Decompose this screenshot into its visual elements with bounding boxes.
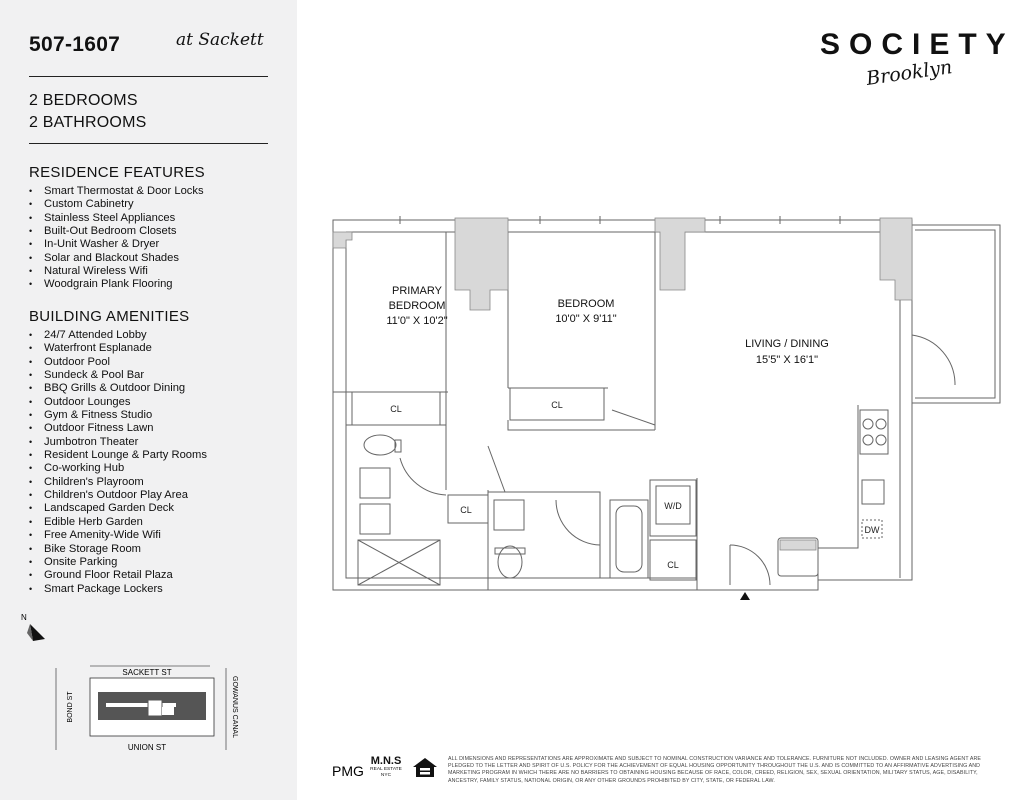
toilet xyxy=(364,435,396,455)
burner xyxy=(876,435,886,445)
site-map xyxy=(50,660,250,760)
list-item: • Free Amenity-Wide Wifi xyxy=(29,529,207,542)
north-compass-icon xyxy=(18,610,52,644)
tub-basin xyxy=(616,506,642,572)
list-item: • Bike Storage Room xyxy=(29,543,207,556)
balcony-outline xyxy=(912,225,1000,403)
closet-label: CL xyxy=(460,505,472,515)
washer-dryer-label: W/D xyxy=(664,501,682,511)
closet-label: CL xyxy=(551,400,563,410)
list-item: • Solar and Blackout Shades xyxy=(29,252,204,265)
list-item: • Smart Thermostat & Door Locks xyxy=(29,185,204,198)
building-amenities-list xyxy=(29,329,207,596)
list-item: • Resident Lounge & Party Rooms xyxy=(29,449,207,462)
divider xyxy=(29,143,268,144)
door-swing xyxy=(400,458,446,495)
pmg-logo-text: PMG xyxy=(332,763,364,779)
column xyxy=(455,218,508,310)
range xyxy=(860,410,888,454)
brand-logo-subtitle: Brooklyn xyxy=(864,56,954,90)
room-label: BEDROOM xyxy=(557,298,615,310)
outer-wall xyxy=(333,220,912,590)
mns-logo-title: M.N.S xyxy=(370,755,402,767)
room-labels xyxy=(386,285,829,366)
map-label-south: UNION ST xyxy=(127,743,167,752)
bathrooms-count: 2 BATHROOMS xyxy=(29,114,147,131)
door-swing xyxy=(556,500,600,545)
burner xyxy=(863,419,873,429)
kitchen-sink xyxy=(862,480,884,504)
room-dimensions: 11'0" X 10'2" xyxy=(386,315,448,327)
residence-features-list xyxy=(29,185,204,292)
list-item: • Edible Herb Garden xyxy=(29,516,207,529)
list-item: • 24/7 Attended Lobby xyxy=(29,329,207,342)
unit-summary xyxy=(29,90,146,134)
map-building-detail xyxy=(106,703,176,707)
bedrooms-count: 2 BEDROOMS xyxy=(29,92,138,109)
list-item: • Gym & Fitness Studio xyxy=(29,409,207,422)
inner-wall-line xyxy=(346,232,900,578)
list-item: • Onsite Parking xyxy=(29,556,207,569)
equal-housing-icon xyxy=(412,757,438,779)
list-item: • Ground Floor Retail Plaza xyxy=(29,569,207,582)
burner xyxy=(876,419,886,429)
burner xyxy=(863,435,873,445)
map-label-north: SACKETT ST xyxy=(122,668,172,677)
column xyxy=(655,218,705,290)
list-item: • BBQ Grills & Outdoor Dining xyxy=(29,382,207,395)
sink xyxy=(360,504,390,534)
list-item: • Jumbotron Theater xyxy=(29,436,207,449)
list-item: • Woodgrain Plank Flooring xyxy=(29,278,204,291)
list-item: • Outdoor Lounges xyxy=(29,396,207,409)
list-item: • Children's Outdoor Play Area xyxy=(29,489,207,502)
closet-label: CL xyxy=(667,560,679,570)
floor-plan xyxy=(320,205,1010,615)
list-item: • Co-working Hub xyxy=(29,462,207,475)
list-item: • Custom Cabinetry xyxy=(29,198,204,211)
building-amenities-title: BUILDING AMENITIES xyxy=(29,308,190,325)
room-dimensions: 15'5" X 16'1" xyxy=(755,354,819,366)
list-item: • Outdoor Pool xyxy=(29,356,207,369)
room-label: PRIMARY xyxy=(392,285,442,297)
map-label-east: GOWANUS CANAL xyxy=(231,676,238,738)
mns-logo xyxy=(368,755,404,778)
mns-logo-subtitle: REAL ESTATE xyxy=(370,767,402,772)
door-swing xyxy=(912,335,955,385)
closet-label: CL xyxy=(390,404,402,414)
sink xyxy=(494,500,524,530)
door-leaf xyxy=(612,410,655,425)
interior-wall xyxy=(508,420,655,430)
fridge-top xyxy=(780,540,816,550)
list-item: • Stainless Steel Appliances xyxy=(29,212,204,225)
door-swing xyxy=(730,545,770,585)
interior-wall xyxy=(488,492,600,578)
divider xyxy=(29,76,268,77)
toilet xyxy=(498,546,522,578)
list-item: • Smart Package Lockers xyxy=(29,583,207,596)
map-unit-location xyxy=(148,700,162,716)
door-leaf xyxy=(488,446,505,492)
kitchen-counter xyxy=(818,405,858,580)
list-item: • Built-Out Bedroom Closets xyxy=(29,225,204,238)
brand-logo-title: SOCIETY xyxy=(820,28,1015,61)
list-item: • Natural Wireless Wifi xyxy=(29,265,204,278)
column xyxy=(333,232,352,248)
list-item: • Sundeck & Pool Bar xyxy=(29,369,207,382)
dishwasher-label: DW xyxy=(864,525,880,535)
room-label: BEDROOM xyxy=(388,300,446,312)
room-dimensions: 10'0" X 9'11" xyxy=(555,313,617,325)
pmg-logo xyxy=(330,756,364,784)
entry-arrow-icon xyxy=(740,592,750,600)
sidebar xyxy=(0,0,297,800)
column xyxy=(880,218,912,300)
sink xyxy=(360,468,390,498)
list-item: • In-Unit Washer & Dryer xyxy=(29,238,204,251)
mns-logo-subtitle: NYC xyxy=(380,772,392,778)
building-script-name: at Sackett xyxy=(176,30,264,50)
map-building-detail xyxy=(162,707,174,715)
residence-features-title: RESIDENCE FEATURES xyxy=(29,164,205,181)
room-label: LIVING / DINING xyxy=(745,338,829,350)
list-item: • Waterfront Esplanade xyxy=(29,342,207,355)
map-label-west: BOND ST xyxy=(67,691,74,723)
legal-disclaimer: ALL DIMENSIONS AND REPRESENTATIONS ARE APPROXIMATE AND SUBJECT TO NOMINAL CONSTRUCTION VARIANCE AND TOLERANCE. FURNITURE NOT INCLUDED. OWNER AND LEASING AGENT ARE PLEDGED TO THE LETTER AND SPIRIT OF U.S. POLICY FOR THE ACHIEVEMENT OF EQUAL HOUSING OPPORTUNITY THROUGHOUT THE U.S. AND IS COMMITTED TO AN AFFIRMATIVE ADVERTISING AND MARKETING PROGRAM IN WHICH THERE ARE NO BARRIERS TO OBTAINING HOUSING BECAUSE OF RACE, COLOR, CREED, RELIGION, SEX, SEXUAL ORIENTATION, MILITARY STATUS, AGE, DISABILITY, ANCESTRY, FAMILY STATUS, NATIONAL ORIGIN, OR ANY OTHER GROUNDS PROHIBITED BY CITY, STATE, OR FEDERAL LAW. xyxy=(448,756,982,784)
list-item: • Children's Playroom xyxy=(29,476,207,489)
list-item: • Outdoor Fitness Lawn xyxy=(29,422,207,435)
unit-number: 507-1607 xyxy=(29,33,121,56)
compass-label: N xyxy=(21,613,27,622)
list-item: • Landscaped Garden Deck xyxy=(29,502,207,515)
balcony-outline xyxy=(915,230,995,398)
